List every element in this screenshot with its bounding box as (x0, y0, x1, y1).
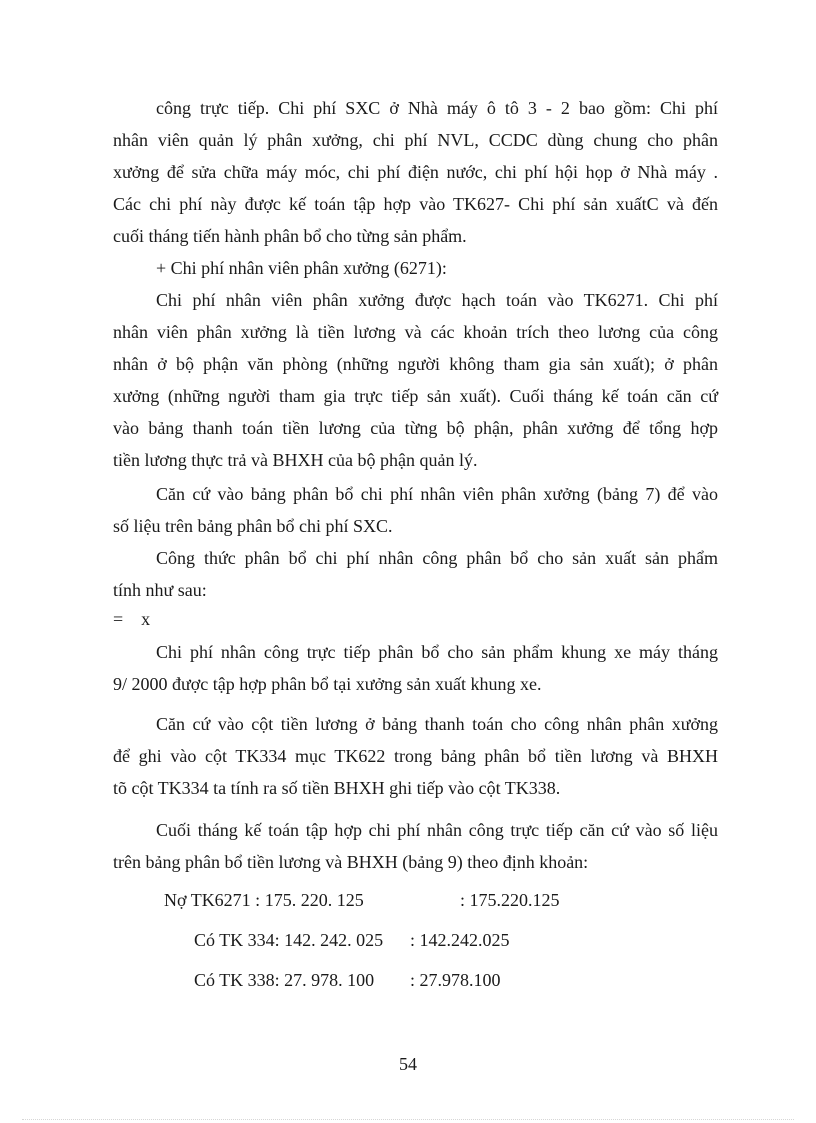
entry-credit-334-amount: : 142.242.025 (410, 930, 510, 950)
text-line: tiền lương thực trả và BHXH của bộ phận quản lý. (113, 450, 478, 470)
text-line: trên bảng phân bổ tiền lương và BHXH (bảng 9) theo định khoản: (113, 852, 589, 872)
paragraph-heading-6271 (113, 252, 718, 284)
text-line: Căn cứ vào bảng phân bổ chi phí nhân viên phân xưởng (bảng 7) để vào (156, 484, 718, 504)
text-line: Các chi phí này được kế toán tập hợp vào TK627- Chi phí sản xuấtC và đến (113, 194, 718, 214)
text-line: Căn cứ vào cột tiền lương ở bảng thanh toán cho công nhân phân xưởng (156, 714, 718, 734)
entry-credit-338-amount: : 27.978.100 (410, 970, 501, 990)
entry-credit-334-account: Có TK 334: 142. 242. 025 (194, 930, 384, 950)
paragraph-formula-intro (113, 542, 718, 606)
text-line: = x (113, 609, 151, 629)
paragraph-month-end (113, 814, 718, 878)
text-line: công trực tiếp. Chi phí SXC ở Nhà máy ô tô 3 - 2 bao gồm: Chi phí (156, 98, 718, 118)
text-line: nhân viên phân xưởng là tiền lương và các khoản trích theo lương của công (113, 322, 718, 342)
entry-debit-amount: : 175.220.125 (460, 890, 560, 910)
text-line: cuối tháng tiến hành phân bổ cho từng sản phẩm. (113, 226, 467, 246)
text-line: Chi phí nhân công trực tiếp phân bổ cho sản phẩm khung xe máy tháng (156, 642, 718, 662)
text-line: để ghi vào cột TK334 mục TK622 trong bảng phân bổ tiền lương và BHXH (113, 746, 718, 766)
page-number: 54 (399, 1054, 417, 1074)
text-line: số liệu trên bảng phân bổ chi phí SXC. (113, 516, 393, 536)
text-line: Công thức phân bổ chi phí nhân công phân bổ cho sản xuất sản phẩm (156, 548, 718, 568)
entry-credit-338-account: Có TK 338: 27. 978. 100 (194, 970, 375, 990)
text-line: xưởng (những người tham gia trực tiếp sản xuất). Cuối tháng kế toán căn cứ (113, 386, 718, 406)
paragraph-sxc-costs (113, 92, 718, 252)
paragraph-allocation-basis (113, 478, 718, 542)
paragraph-staff-costs (113, 284, 718, 476)
text-line: tính như sau: (113, 580, 207, 600)
text-line: tõ cột TK334 ta tính ra số tiền BHXH ghi tiếp vào cột TK338. (113, 778, 561, 798)
text-line: nhân viên quản lý phân xưởng, chi phí NVL, CCDC dùng chung cho phân (113, 130, 718, 150)
text-line: vào bảng thanh toán tiền lương của từng bộ phận, phân xưởng để tổng hợp (113, 418, 718, 438)
text-line: Cuối tháng kế toán tập hợp chi phí nhân công trực tiếp căn cứ vào số liệu (156, 820, 718, 840)
paragraph-tk334 (113, 708, 718, 804)
entry-debit-account: Nợ TK6271 : 175. 220. 125 (164, 890, 364, 910)
text-line: 9/ 2000 được tập hợp phân bổ tại xưởng sản xuất khung xe. (113, 674, 542, 694)
footer-divider (22, 1119, 794, 1120)
text-line: xưởng để sửa chữa máy móc, chi phí điện nước, chi phí hội họp ở Nhà máy . (113, 162, 718, 182)
formula-line (113, 604, 718, 636)
paragraph-direct-labor (113, 636, 718, 700)
text-line: + Chi phí nhân viên phân xưởng (6271): (156, 258, 447, 278)
text-line: Chi phí nhân viên phân xưởng được hạch toán vào TK6271. Chi phí (156, 290, 718, 310)
text-line: nhân ở bộ phận văn phòng (những người không tham gia sản xuất); ở phân (113, 354, 718, 374)
